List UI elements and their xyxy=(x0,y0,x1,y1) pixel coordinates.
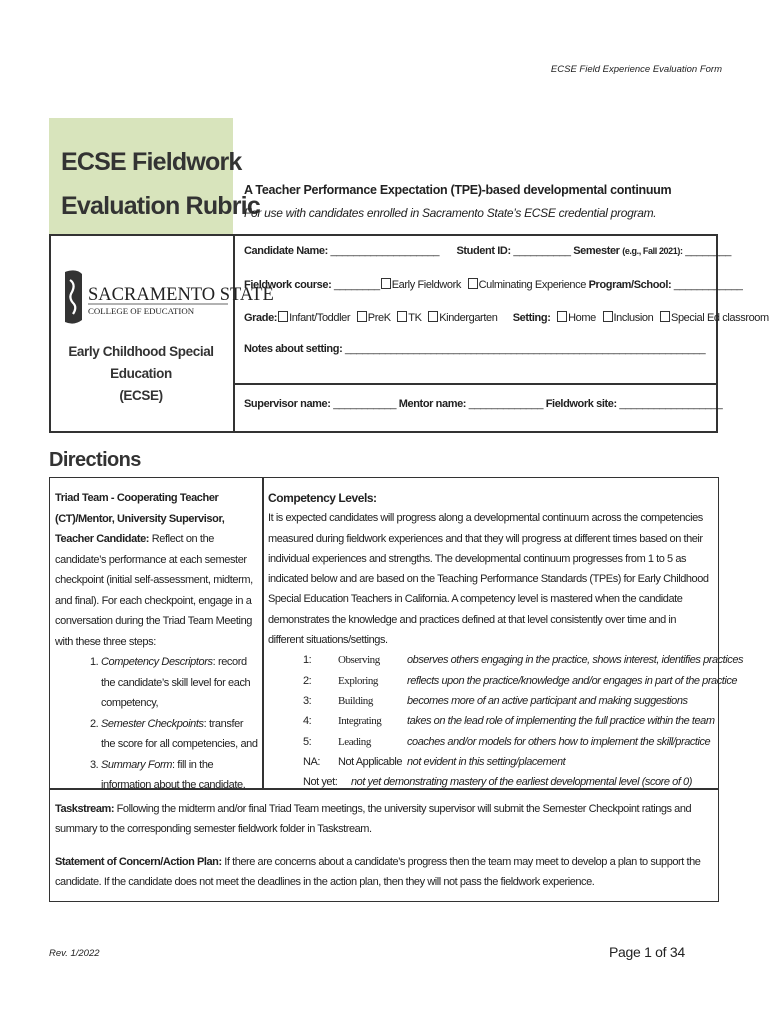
supervisor-field[interactable]: ___________ xyxy=(333,398,397,410)
revision-date: Rev. 1/2022 xyxy=(49,948,100,959)
semester-field[interactable]: ________ xyxy=(685,245,731,257)
flame-icon xyxy=(65,270,82,323)
logo-name: SACRAMENTO STATE xyxy=(88,285,274,305)
kindergarten-checkbox[interactable] xyxy=(428,311,438,322)
site-field[interactable]: __________________ xyxy=(619,398,723,410)
home-checkbox[interactable] xyxy=(557,311,567,322)
list-item: 2. Semester Checkpoints: transfer the score for all competencies, and xyxy=(101,714,259,755)
directions-heading: Directions xyxy=(49,449,141,471)
notes-label: Notes about setting: xyxy=(244,343,343,355)
mentor-field[interactable]: _____________ xyxy=(468,398,544,410)
program-school-field[interactable]: ____________ xyxy=(673,279,743,291)
early-fieldwork-label: Early Fieldwork xyxy=(391,279,461,291)
prek-checkbox[interactable] xyxy=(357,311,367,322)
level-row: 4: Integrating takes on the lead role of implementing the full practice within the team xyxy=(303,715,715,728)
inclusion-checkbox[interactable] xyxy=(603,311,613,322)
divider xyxy=(262,477,264,789)
logo-subtitle: COLLEGE OF EDUCATION xyxy=(88,306,195,316)
level-row: 1: Observing observes others engaging in the practice, shows interest, identifies practices xyxy=(303,654,744,667)
fieldwork-course-label: Fieldwork course: xyxy=(244,279,332,291)
candidate-name-label: Candidate Name: xyxy=(244,245,328,257)
document-title xyxy=(61,140,260,228)
infant-toddler-checkbox[interactable] xyxy=(278,311,288,322)
triad-team-section xyxy=(55,488,259,796)
list-item: 3. Summary Form: fill in the information about the candidate. xyxy=(101,755,259,796)
notes-field[interactable]: _______________________________________________________________ xyxy=(345,343,706,355)
setting-label: Setting: xyxy=(512,312,551,324)
mentor-label: Mentor name: xyxy=(398,398,467,410)
department-label xyxy=(52,341,230,407)
fieldwork-row xyxy=(244,278,743,291)
level-row: 2: Exploring reflects upon the practice/knowledge and/or engages in part of the practice xyxy=(303,674,738,687)
taskstream-label: Taskstream: xyxy=(55,803,115,815)
grade-setting-row xyxy=(244,311,769,324)
department-line-2: (ECSE) xyxy=(119,388,163,403)
level-row: Not yet: not yet demonstrating mastery of the earliest developmental level (score of 0) xyxy=(303,776,692,789)
concern-paragraph xyxy=(55,852,715,892)
infant-toddler-label: Infant/Toddler xyxy=(289,312,351,324)
candidate-name-field[interactable]: ___________________ xyxy=(330,245,440,257)
subtitle-italic: For use with candidates enrolled in Sacramento State’s ECSE credential program. xyxy=(244,206,657,220)
subtitle: A Teacher Performance Expectation (TPE)-based developmental continuum xyxy=(244,183,672,197)
fieldwork-course-field[interactable]: ________ xyxy=(334,279,380,291)
student-id-label: Student ID: xyxy=(456,245,511,257)
culminating-label: Culminating Experience xyxy=(478,279,586,291)
triad-heading: Triad Team - Cooperating Teacher (CT)/Mentor, University Supervisor, Teacher Candidate: xyxy=(55,492,225,545)
level-row: 5: Leading coaches and/or models for others how to implement the skill/practice xyxy=(303,735,711,748)
tk-label: TK xyxy=(408,312,422,324)
student-id-field[interactable]: __________ xyxy=(513,245,571,257)
concern-label: Statement of Concern/Action Plan: xyxy=(55,856,222,868)
title-line-2: Evaluation Rubric xyxy=(61,192,260,220)
early-fieldwork-checkbox[interactable] xyxy=(381,278,391,289)
form-name: ECSE Field Experience Evaluation Form xyxy=(550,64,722,75)
home-label: Home xyxy=(568,312,596,324)
competency-section xyxy=(268,488,744,792)
competency-text: It is expected candidates will progress along a developmental continuum across the competencies measured during fieldwork experiences and that they will progress at different times based on their individual experiences and strengths. The developmental continuum progresses from 1 to 5 as indicated below and are based on the Teaching Performance Standards (TPEs) for Early Childhood Special Education Teachers in California. A competency level is mastered when the candidate demonstrates the knowledge and practices defined at that level consistently over time and in different situations/settings. xyxy=(268,512,709,647)
supervisor-label: Supervisor name: xyxy=(244,398,331,410)
culminating-checkbox[interactable] xyxy=(468,278,478,289)
notes-row xyxy=(244,343,705,355)
divider xyxy=(233,234,235,433)
concern-text: If there are concerns about a candidate’s progress then the team may meet to develop a plan to support the candidate. If the candidate does not meet the deadlines in the action plan, then they will not pass the fieldwork experience. xyxy=(55,856,701,888)
taskstream-text: Following the midterm and/or final Triad Team meetings, the university supervisor will submit the Semester Checkpoint ratings and summary to the corresponding semester fieldwork folder in Taskstream. xyxy=(55,803,692,835)
program-school-label: Program/School: xyxy=(588,279,672,291)
semester-example: (e.g., Fall 2021): xyxy=(622,246,683,256)
department-line-1: Early Childhood Special Education xyxy=(68,344,214,381)
triad-text: Reflect on the candidate’s performance at each semester checkpoint (initial self-assessment, midterm, and final). For each checkpoint, engage in a conversation during the Triad Team Meeting with these three steps: xyxy=(55,533,253,648)
special-ed-label: Special Ed classroom xyxy=(671,312,769,324)
page-number: Page 1 of 34 xyxy=(609,944,685,960)
supervisor-row xyxy=(244,398,722,410)
site-label: Fieldwork site: xyxy=(545,398,617,410)
tk-checkbox[interactable] xyxy=(397,311,407,322)
kindergarten-label: Kindergarten xyxy=(439,312,498,324)
competency-heading: Competency Levels: xyxy=(268,491,377,505)
list-item: 1. Competency Descriptors: record the candidate’s skill level for each competency, xyxy=(101,652,259,714)
level-row: NA: Not Applicable not evident in this setting/placement xyxy=(303,755,566,768)
semester-label: Semester xyxy=(573,245,620,257)
level-row: 3: Building becomes more of an active participant and making suggestions xyxy=(303,694,688,707)
special-ed-checkbox[interactable] xyxy=(660,311,670,322)
title-line-1: ECSE Fieldwork xyxy=(61,148,242,176)
taskstream-paragraph xyxy=(55,799,715,839)
steps-list xyxy=(55,652,259,796)
divider xyxy=(233,383,718,385)
levels-list xyxy=(268,650,744,792)
inclusion-label: Inclusion xyxy=(613,312,654,324)
grade-label: Grade: xyxy=(244,312,278,324)
candidate-row xyxy=(244,245,731,257)
prek-label: PreK xyxy=(367,312,391,324)
